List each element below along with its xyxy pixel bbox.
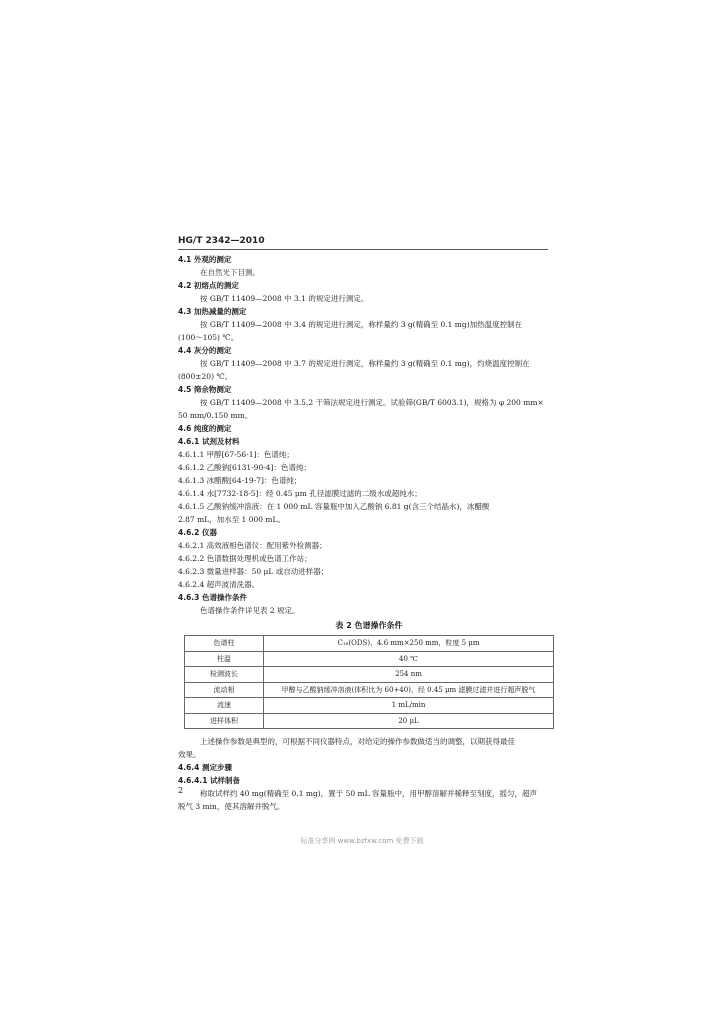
parameter-value-cell: 1 mL/min — [264, 698, 554, 714]
table-caption: 表 2 色谱操作条件 — [335, 621, 403, 630]
text-line: 4.6.1.5 乙酸钠缓冲溶液：在 1 000 mL 容量瓶中加入乙酸钠 6.81 g(含三个结晶水)，冰醋酸 — [178, 502, 490, 511]
section-heading: 4.6.3 色谱操作条件 — [178, 593, 247, 602]
section-heading: 4.6 纯度的测定 — [178, 424, 232, 433]
text-line: (800±20) ℃。 — [178, 372, 233, 381]
text-line: 按 GB/T 11409—2008 中 3.5.2 干筛法规定进行测定。试验筛(GB/T 6003.1)，规格为 φ 200 mm× — [200, 398, 544, 407]
section-heading: 4.2 初熔点的测定 — [178, 281, 239, 290]
header-rule — [178, 249, 548, 250]
text-line: (100～105) ℃。 — [178, 333, 239, 342]
parameter-name-cell: 进样体积 — [185, 713, 264, 729]
text-line: 脱气 3 min，使其溶解并脱气。 — [178, 802, 285, 811]
text-line: 4.6.2.2 色谱数据处理机或色谱工作站； — [178, 554, 312, 563]
text-line: 按 GB/T 11409—2008 中 3.7 的规定进行测定，称样量约 3 g(精确至 0.1 mg)，灼烧温度控制在 — [200, 359, 530, 368]
section-heading: 4.5 筛余物测定 — [178, 385, 232, 394]
table-row — [185, 667, 554, 683]
section-heading: 4.1 外观的测定 — [178, 255, 232, 264]
section-heading: 4.6.4.1 试样制备 — [178, 776, 241, 785]
text-line: 4.6.1.4 水[7732-18-5]：经 0.45 μm 孔径滤膜过滤的二级水或超纯水； — [178, 489, 422, 498]
text-line: 4.6.2.4 超声波清洗器。 — [178, 580, 260, 589]
parameter-value-cell: 40 ℃ — [264, 651, 554, 667]
text-line: 效果。 — [178, 750, 201, 759]
text-line: 2.87 mL，加水至 1 000 mL。 — [178, 515, 286, 524]
text-line: 4.6.2.3 微量进样器：50 μL 或自动进样器； — [178, 567, 329, 576]
parameter-name-cell: 流动相 — [185, 682, 264, 698]
text-line: 上述操作参数是典型的，可根据不同仪器特点，对给定的操作参数做适当的调整，以期获得最佳 — [200, 737, 515, 746]
parameter-value-cell: C₁₈(ODS)，4.6 mm×250 mm，粒度 5 μm — [264, 636, 554, 652]
body-text — [178, 253, 560, 813]
table-row — [185, 713, 554, 729]
text-line: 色谱操作条件详见表 2 规定。 — [200, 606, 300, 615]
text-line: 在自然光下目测。 — [200, 268, 260, 277]
text-line: 称取试样约 40 mg(精确至 0.1 mg)，置于 50 mL 容量瓶中，用甲醇溶解并稀释至刻度，摇匀，超声 — [200, 789, 537, 798]
text-line: 4.6.1.3 冰醋酸[64-19-7]：色谱纯； — [178, 476, 302, 485]
text-line: 4.6.2.1 高效液相色谱仪：配用紫外检测器； — [178, 541, 327, 550]
chromatography-conditions-table — [184, 635, 554, 729]
parameter-name-cell: 柱温 — [185, 651, 264, 667]
text-line: 50 mm/0.150 mm。 — [178, 411, 253, 420]
section-heading: 4.6.2 仪器 — [178, 528, 217, 537]
page-number: 2 — [178, 786, 184, 795]
section-heading: 4.3 加热减量的测定 — [178, 307, 247, 316]
section-heading: 4.6.1 试剂及材料 — [178, 437, 240, 446]
watermark-footer: 标准分享网 www.bzfxw.com 免费下载 — [300, 837, 424, 845]
table-row — [185, 636, 554, 652]
table-row — [185, 651, 554, 667]
parameter-value-cell: 254 nm — [264, 667, 554, 683]
text-line: 4.6.1.1 甲醇[67-56-1]：色谱纯； — [178, 450, 294, 459]
text-line: 按 GB/T 11409—2008 中 3.1 的规定进行测定。 — [200, 294, 369, 303]
section-heading: 4.4 灰分的测定 — [178, 346, 232, 355]
table-row — [185, 698, 554, 714]
parameter-name-cell: 色谱柱 — [185, 636, 264, 652]
section-heading: 4.6.4 测定步骤 — [178, 763, 232, 772]
section-lines-after — [178, 735, 560, 813]
text-line: 4.6.1.2 乙酸钠[6131-90-4]：色谱纯； — [178, 463, 311, 472]
table-row — [185, 682, 554, 698]
parameter-value-cell: 甲醇与乙酸钠缓冲溶液(体积比为 60+40)，经 0.45 μm 滤膜过滤并进行超声脱气 — [264, 682, 554, 698]
section-lines — [178, 253, 560, 617]
parameter-name-cell: 检测波长 — [185, 667, 264, 683]
text-line: 按 GB/T 11409—2008 中 3.4 的规定进行测定，称样量约 3 g(精确至 0.1 mg)加热温度控制在 — [200, 320, 523, 329]
parameter-value-cell: 20 μL — [264, 713, 554, 729]
standard-code-header: HG/T 2342—2010 — [178, 236, 265, 246]
parameter-name-cell: 流速 — [185, 698, 264, 714]
